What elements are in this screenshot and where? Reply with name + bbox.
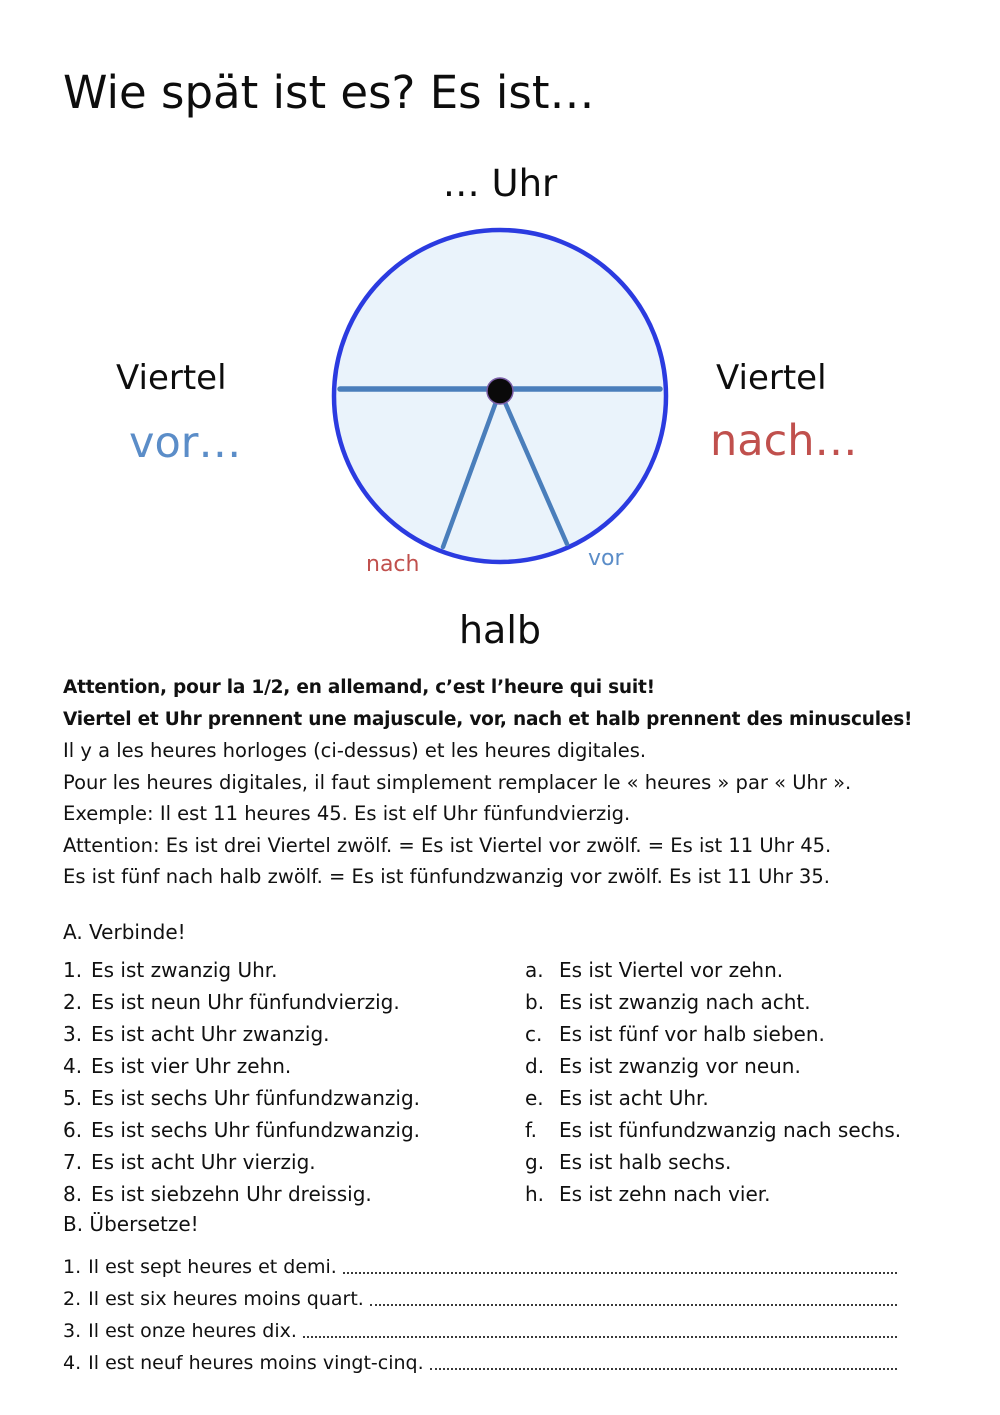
label-nach: nach… [710, 416, 858, 466]
match-item-left [63, 1022, 525, 1046]
match-item-right [525, 1182, 923, 1206]
match-item-right [525, 1022, 923, 1046]
match-item-number: 1. [63, 958, 83, 982]
label-nach-small: nach [366, 552, 420, 577]
match-item-left [63, 1150, 525, 1174]
match-item-text: Es ist fünf vor halb sieben. [559, 1022, 825, 1046]
match-item-right [525, 1118, 923, 1142]
label-viertel-left: Viertel [116, 358, 227, 398]
clock-center-dot [487, 378, 513, 404]
match-item-text: Es ist Viertel vor zehn. [559, 958, 784, 982]
instruction-line: Exemple: Il est 11 heures 45. Es ist elf Uhr fünfundvierzig. [63, 802, 631, 825]
match-item-text: Es ist sechs Uhr fünfundzwanzig. [91, 1086, 421, 1110]
match-row [63, 1178, 923, 1210]
translate-item-number: 2. [63, 1288, 82, 1310]
match-item-text: Es ist sechs Uhr fünfundzwanzig. [91, 1118, 421, 1142]
match-row [63, 954, 923, 986]
label-halb: halb [458, 608, 542, 652]
match-item-number: 6. [63, 1118, 83, 1142]
page-title: Wie spät ist es? Es ist… [63, 66, 595, 119]
match-item-text: Es ist zwanzig vor neun. [559, 1054, 801, 1078]
match-item-text: Es ist halb sechs. [559, 1150, 732, 1174]
match-item-letter: g. [525, 1150, 545, 1174]
match-item-text: Es ist fünfundzwanzig nach sechs. [559, 1118, 902, 1142]
match-item-letter: c. [525, 1022, 543, 1046]
match-item-text: Es ist acht Uhr zwanzig. [91, 1022, 330, 1046]
section-a-verbinde [63, 920, 923, 1210]
section-b-uebersetze [63, 1212, 897, 1374]
match-row [63, 1050, 923, 1082]
match-row [63, 1146, 923, 1178]
instruction-line: Pour les heures digitales, il faut simplement remplacer le « heures » par « Uhr ». [63, 770, 852, 794]
match-item-letter: d. [525, 1054, 545, 1078]
match-item-right [525, 1054, 923, 1078]
match-item-number: 4. [63, 1054, 83, 1078]
instruction-line: Il y a les heures horloges (ci-dessus) et les heures digitales. [63, 739, 647, 762]
match-row [63, 1018, 923, 1050]
translate-item-text: Il est six heures moins quart. [88, 1288, 364, 1310]
match-item-right [525, 990, 923, 1014]
match-item-number: 7. [63, 1150, 83, 1174]
section-a-heading: A. Verbinde! [63, 920, 186, 944]
match-item-text: Es ist zehn nach vier. [559, 1182, 771, 1206]
match-item-text: Es ist acht Uhr. [559, 1086, 709, 1110]
match-item-number: 5. [63, 1086, 83, 1110]
match-item-text: Es ist neun Uhr fünfundvierzig. [91, 990, 400, 1014]
instruction-line: Viertel et Uhr prennent une majuscule, vor, nach et halb prennent des minuscules! [63, 708, 913, 730]
translate-row [63, 1310, 897, 1342]
match-item-left [63, 1054, 525, 1078]
clock-face-icon [330, 226, 670, 568]
label-viertel-right: Viertel [716, 358, 827, 398]
match-item-letter: e. [525, 1086, 544, 1110]
translate-item-number: 4. [63, 1352, 82, 1374]
match-item-letter: f. [525, 1118, 537, 1142]
match-row [63, 986, 923, 1018]
match-item-left [63, 958, 525, 982]
match-item-left [63, 1182, 525, 1206]
match-item-text: Es ist zwanzig nach acht. [559, 990, 811, 1014]
match-item-number: 8. [63, 1182, 83, 1206]
match-row [63, 1114, 923, 1146]
section-b-heading: B. Übersetze! [63, 1212, 199, 1236]
match-item-text: Es ist siebzehn Uhr dreissig. [91, 1182, 372, 1206]
translate-row [63, 1342, 897, 1374]
instructions-block [63, 678, 923, 899]
match-item-number: 2. [63, 990, 83, 1014]
match-item-letter: h. [525, 1182, 545, 1206]
label-vor: vor… [129, 418, 242, 468]
instruction-line: Es ist fünf nach halb zwölf. = Es ist fünfundzwanzig vor zwölf. Es ist 11 Uhr 35. [63, 865, 830, 888]
match-item-letter: b. [525, 990, 545, 1014]
translate-item-number: 3. [63, 1320, 82, 1342]
match-item-right [525, 958, 923, 982]
match-item-left [63, 990, 525, 1014]
answer-line[interactable] [303, 1336, 897, 1338]
match-item-right [525, 1150, 923, 1174]
instruction-line: Attention, pour la 1/2, en allemand, c’est l’heure qui suit! [63, 677, 655, 698]
match-item-left [63, 1086, 525, 1110]
match-item-number: 3. [63, 1022, 83, 1046]
instruction-line: Attention: Es ist drei Viertel zwölf. = Es ist Viertel vor zwölf. = Es ist 11 Uhr 45. [63, 833, 832, 857]
translate-item-text: Il est onze heures dix. [88, 1320, 297, 1342]
uhr-label: … Uhr [442, 162, 558, 205]
match-item-text: Es ist acht Uhr vierzig. [91, 1150, 316, 1174]
label-vor-small: vor [588, 546, 624, 571]
translate-item-text: Il est sept heures et demi. [88, 1256, 337, 1278]
answer-line[interactable] [370, 1304, 897, 1306]
clock-diagram [0, 160, 1000, 680]
match-item-text: Es ist vier Uhr zehn. [91, 1054, 292, 1078]
match-item-letter: a. [525, 958, 544, 982]
answer-line[interactable] [343, 1272, 897, 1274]
answer-line[interactable] [430, 1368, 897, 1370]
translate-item-text: Il est neuf heures moins vingt-cinq. [88, 1352, 424, 1374]
match-item-left [63, 1118, 525, 1142]
match-item-text: Es ist zwanzig Uhr. [91, 958, 278, 982]
translate-row [63, 1278, 897, 1310]
translate-item-number: 1. [63, 1256, 82, 1278]
translate-row [63, 1246, 897, 1278]
match-item-right [525, 1086, 923, 1110]
match-row [63, 1082, 923, 1114]
